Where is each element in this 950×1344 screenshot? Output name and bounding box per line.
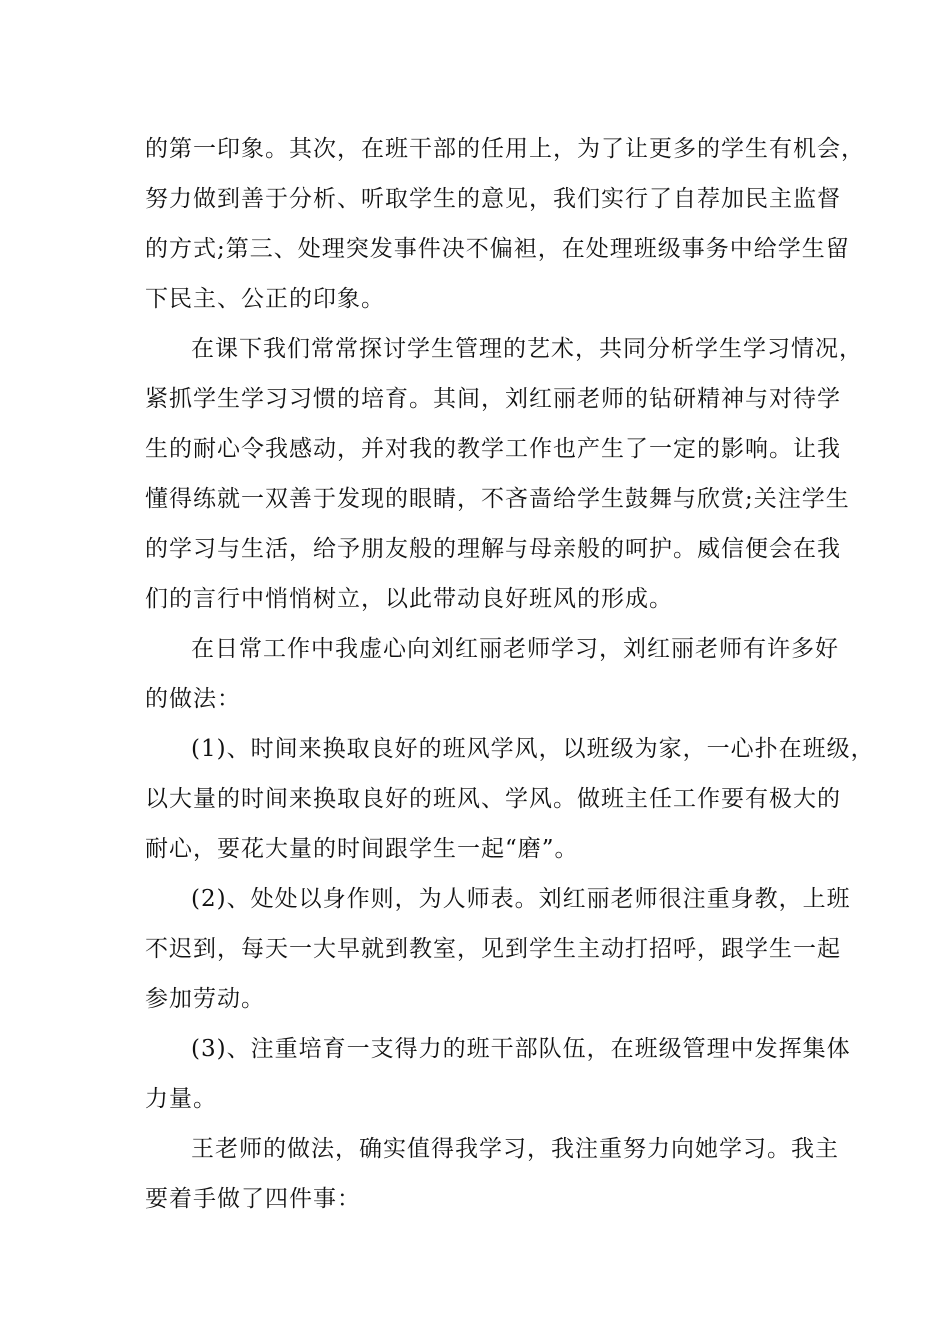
text-line: 的学习与生活，给予朋友般的理解与母亲般的呵护。威信便会在我 xyxy=(145,536,841,562)
paragraph xyxy=(145,874,851,1024)
text-line: 王老师的做法，确实值得我学习，我注重努力向她学习。我主 xyxy=(191,1136,839,1162)
text-line: 下民主、公正的印象。 xyxy=(145,286,385,312)
text-line: 参加劳动。 xyxy=(145,986,265,1012)
text-line: 的做法： xyxy=(145,686,241,712)
text-line: 在日常工作中我虚心向刘红丽老师学习，刘红丽老师有许多好 xyxy=(191,636,839,662)
paragraph xyxy=(145,1124,839,1224)
paragraph xyxy=(145,1024,851,1124)
document-body xyxy=(145,124,875,1224)
text-line: 的第一印象。其次，在班干部的任用上，为了让更多的学生有机会， xyxy=(145,136,865,162)
text-line: 努力做到善于分析、听取学生的意见，我们实行了自荐加民主监督 xyxy=(145,186,841,212)
text-line: (2)、处处以身作则，为人师表。刘红丽老师很注重身教，上班 xyxy=(191,886,851,912)
text-line: (3)、注重培育一支得力的班干部队伍，在班级管理中发挥集体 xyxy=(191,1036,851,1062)
paragraph xyxy=(145,624,839,724)
text-line: 耐心，要花大量的时间跟学生一起“磨”。 xyxy=(145,836,579,862)
text-line: (1)、时间来换取良好的班风学风，以班级为家，一心扑在班级， xyxy=(191,736,875,762)
text-line: 懂得练就一双善于发现的眼睛，不吝啬给学生鼓舞与欣赏;关注学生 xyxy=(145,486,850,512)
paragraph xyxy=(145,124,865,324)
text-line: 紧抓学生学习习惯的培育。其间，刘红丽老师的钻研精神与对待学 xyxy=(145,386,841,412)
text-line: 们的言行中悄悄树立，以此带动良好班风的形成。 xyxy=(145,586,673,612)
paragraph xyxy=(145,724,875,874)
text-line: 力量。 xyxy=(145,1086,217,1112)
paragraph xyxy=(145,324,863,624)
text-line: 生的耐心令我感动，并对我的教学工作也产生了一定的影响。让我 xyxy=(145,436,841,462)
text-line: 要着手做了四件事： xyxy=(145,1186,361,1212)
text-line: 的方式;第三、处理突发事件决不偏袒，在处理班级事务中给学生留 xyxy=(145,236,850,262)
text-line: 以大量的时间来换取良好的班风、学风。做班主任工作要有极大的 xyxy=(145,786,841,812)
text-line: 不迟到，每天一大早就到教室，见到学生主动打招呼，跟学生一起 xyxy=(145,936,841,962)
text-line: 在课下我们常常探讨学生管理的艺术，共同分析学生学习情况， xyxy=(191,336,863,362)
